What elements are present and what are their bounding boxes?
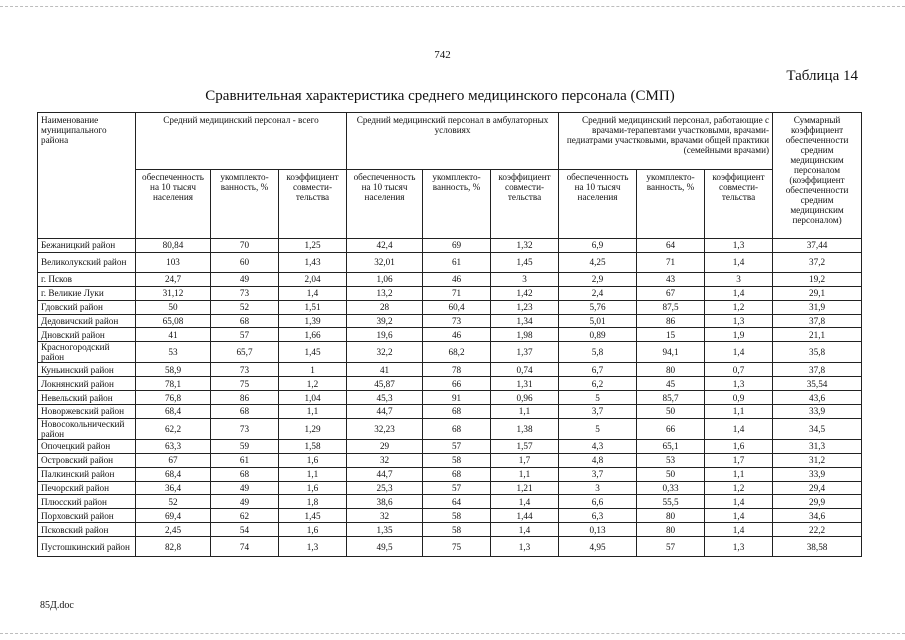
value-cell: 1,43 [279, 252, 347, 272]
value-cell: 73 [211, 418, 279, 439]
value-cell: 19,2 [773, 272, 862, 286]
district-cell: Красногородский район [38, 342, 136, 363]
district-cell: Бежаницкий район [38, 239, 136, 253]
value-cell: 44,7 [347, 467, 423, 481]
table-body [38, 239, 862, 557]
page-bottom-rule [0, 633, 905, 634]
value-cell: 38,58 [773, 537, 862, 557]
value-cell: 32 [347, 509, 423, 523]
value-cell: 73 [211, 363, 279, 377]
value-cell: 1,35 [347, 523, 423, 537]
value-cell: 1,7 [491, 453, 559, 467]
district-cell: Гдовский район [38, 300, 136, 314]
value-cell: 38,6 [347, 495, 423, 509]
group-header-outpatient: Средний медицинский персонал в амбулаторных условиях [347, 113, 559, 170]
value-cell: 0,89 [559, 328, 637, 342]
value-cell: 31,9 [773, 300, 862, 314]
value-cell: 1,25 [279, 239, 347, 253]
value-cell: 28 [347, 300, 423, 314]
value-cell: 5,76 [559, 300, 637, 314]
table-label: Таблица 14 [786, 68, 858, 84]
value-cell: 6,9 [559, 239, 637, 253]
subheader-provision: обеспеченность на 10 тысяч населения [347, 170, 423, 239]
value-cell: 64 [637, 239, 705, 253]
value-cell: 32 [347, 453, 423, 467]
value-cell: 29,9 [773, 495, 862, 509]
table-row [38, 272, 862, 286]
value-cell: 59 [211, 439, 279, 453]
page-number: 742 [434, 49, 451, 61]
value-cell: 41 [347, 363, 423, 377]
value-cell: 61 [423, 252, 491, 272]
value-cell: 1,3 [705, 314, 773, 328]
value-cell: 74 [211, 537, 279, 557]
value-cell: 57 [423, 481, 491, 495]
document-title: Сравнительная характеристика среднего медицинского персонала (СМП) [205, 88, 675, 104]
subheader-combination: коэффициент совмести-тельства [279, 170, 347, 239]
value-cell: 1,7 [705, 453, 773, 467]
value-cell: 25,3 [347, 481, 423, 495]
value-cell: 1,8 [279, 495, 347, 509]
value-cell: 62 [211, 509, 279, 523]
district-cell: Печорский район [38, 481, 136, 495]
value-cell: 37,2 [773, 252, 862, 272]
value-cell: 31,3 [773, 439, 862, 453]
value-cell: 37,8 [773, 363, 862, 377]
value-cell: 1,4 [705, 418, 773, 439]
value-cell: 1,32 [491, 239, 559, 253]
value-cell: 45,87 [347, 377, 423, 391]
value-cell: 63,3 [136, 439, 211, 453]
value-cell: 29 [347, 439, 423, 453]
district-cell: Дновский район [38, 328, 136, 342]
value-cell: 41 [136, 328, 211, 342]
value-cell: 71 [423, 286, 491, 300]
value-cell: 44,7 [347, 405, 423, 419]
table-row [38, 252, 862, 272]
value-cell: 1,04 [279, 391, 347, 405]
value-cell: 1,21 [491, 481, 559, 495]
value-cell: 0,13 [559, 523, 637, 537]
value-cell: 1,51 [279, 300, 347, 314]
table-row [38, 418, 862, 439]
value-cell: 3 [559, 481, 637, 495]
value-cell: 52 [136, 495, 211, 509]
district-cell: Великолукский район [38, 252, 136, 272]
value-cell: 58 [423, 523, 491, 537]
table-row [38, 481, 862, 495]
value-cell: 3,7 [559, 467, 637, 481]
value-cell: 31,2 [773, 453, 862, 467]
value-cell: 1,44 [491, 509, 559, 523]
value-cell: 1 [279, 363, 347, 377]
table-row [38, 300, 862, 314]
table-row [38, 363, 862, 377]
value-cell: 80 [637, 509, 705, 523]
value-cell: 0,96 [491, 391, 559, 405]
value-cell: 2,9 [559, 272, 637, 286]
value-cell: 1,37 [491, 342, 559, 363]
district-cell: Невельский район [38, 391, 136, 405]
value-cell: 1,29 [279, 418, 347, 439]
value-cell: 0,33 [637, 481, 705, 495]
table-row [38, 391, 862, 405]
value-cell: 43,6 [773, 391, 862, 405]
subheader-staffing: укомплекто-ванность, % [637, 170, 705, 239]
value-cell: 68,4 [136, 405, 211, 419]
value-cell: 1,57 [491, 439, 559, 453]
value-cell: 1,4 [705, 252, 773, 272]
value-cell: 35,8 [773, 342, 862, 363]
subheader-staffing: укомплекто-ванность, % [211, 170, 279, 239]
value-cell: 36,4 [136, 481, 211, 495]
value-cell: 57 [423, 439, 491, 453]
value-cell: 1,1 [491, 467, 559, 481]
value-cell: 4,25 [559, 252, 637, 272]
table-row [38, 286, 862, 300]
value-cell: 60 [211, 252, 279, 272]
value-cell: 103 [136, 252, 211, 272]
value-cell: 15 [637, 328, 705, 342]
value-cell: 1,3 [705, 537, 773, 557]
value-cell: 5 [559, 418, 637, 439]
subheader-provision: обеспеченность на 10 тысяч населения [559, 170, 637, 239]
value-cell: 68 [423, 405, 491, 419]
value-cell: 37,44 [773, 239, 862, 253]
value-cell: 1,4 [705, 286, 773, 300]
value-cell: 86 [637, 314, 705, 328]
value-cell: 29,4 [773, 481, 862, 495]
value-cell: 1,4 [491, 495, 559, 509]
table-row [38, 453, 862, 467]
value-cell: 32,23 [347, 418, 423, 439]
value-cell: 4,3 [559, 439, 637, 453]
district-header: Наименование муниципального района [38, 113, 136, 239]
value-cell: 70 [211, 239, 279, 253]
district-cell: Псковский район [38, 523, 136, 537]
value-cell: 0,74 [491, 363, 559, 377]
value-cell: 4,8 [559, 453, 637, 467]
value-cell: 58 [423, 509, 491, 523]
value-cell: 1,3 [491, 537, 559, 557]
value-cell: 1,38 [491, 418, 559, 439]
value-cell: 3 [705, 272, 773, 286]
value-cell: 1,4 [705, 523, 773, 537]
table-row [38, 328, 862, 342]
value-cell: 1,2 [705, 300, 773, 314]
value-cell: 1,1 [705, 467, 773, 481]
district-cell: Опочецкий район [38, 439, 136, 453]
value-cell: 5 [559, 391, 637, 405]
value-cell: 31,12 [136, 286, 211, 300]
value-cell: 68 [423, 418, 491, 439]
district-cell: Пустошкинский район [38, 537, 136, 557]
value-cell: 45 [637, 377, 705, 391]
value-cell: 1,23 [491, 300, 559, 314]
value-cell: 1,2 [279, 377, 347, 391]
value-cell: 43 [637, 272, 705, 286]
file-name: 85Д.doc [40, 600, 74, 611]
value-cell: 1,98 [491, 328, 559, 342]
table-row [38, 467, 862, 481]
value-cell: 0,7 [705, 363, 773, 377]
page-top-rule [0, 6, 905, 7]
district-cell: Плюсский район [38, 495, 136, 509]
value-cell: 1,4 [705, 342, 773, 363]
value-cell: 61 [211, 453, 279, 467]
value-cell: 68 [211, 405, 279, 419]
subheader-combination: коэффициент совмести-тельства [491, 170, 559, 239]
value-cell: 32,2 [347, 342, 423, 363]
district-cell: Локнянский район [38, 377, 136, 391]
value-cell: 19,6 [347, 328, 423, 342]
value-cell: 75 [423, 537, 491, 557]
value-cell: 68 [211, 467, 279, 481]
value-cell: 1,4 [705, 509, 773, 523]
value-cell: 42,4 [347, 239, 423, 253]
value-cell: 87,5 [637, 300, 705, 314]
district-cell: г. Псков [38, 272, 136, 286]
value-cell: 57 [211, 328, 279, 342]
value-cell: 1,9 [705, 328, 773, 342]
value-cell: 1,3 [705, 377, 773, 391]
value-cell: 3 [491, 272, 559, 286]
table-row [38, 495, 862, 509]
value-cell: 6,3 [559, 509, 637, 523]
value-cell: 33,9 [773, 467, 862, 481]
table-row [38, 342, 862, 363]
value-cell: 60,4 [423, 300, 491, 314]
value-cell: 1,31 [491, 377, 559, 391]
value-cell: 1,4 [705, 495, 773, 509]
value-cell: 49 [211, 495, 279, 509]
value-cell: 1,45 [279, 509, 347, 523]
value-cell: 58,9 [136, 363, 211, 377]
value-cell: 1,4 [491, 523, 559, 537]
district-cell: Островский район [38, 453, 136, 467]
value-cell: 5,01 [559, 314, 637, 328]
value-cell: 1,1 [705, 405, 773, 419]
value-cell: 1,45 [491, 252, 559, 272]
value-cell: 80 [637, 363, 705, 377]
value-cell: 29,1 [773, 286, 862, 300]
value-cell: 50 [637, 405, 705, 419]
value-cell: 46 [423, 272, 491, 286]
value-cell: 4,95 [559, 537, 637, 557]
value-cell: 80,84 [136, 239, 211, 253]
value-cell: 5,8 [559, 342, 637, 363]
value-cell: 57 [637, 537, 705, 557]
value-cell: 73 [211, 286, 279, 300]
table-row [38, 509, 862, 523]
value-cell: 49,5 [347, 537, 423, 557]
group-header-primary-care: Средний медицинский персонал, работающие с врачами-терапевтами участковыми, врачами-педиатрами участковыми, врачами общей практики (семейными врачами) [559, 113, 773, 170]
value-cell: 6,6 [559, 495, 637, 509]
staff-table [37, 112, 862, 557]
district-cell: Новоржевский район [38, 405, 136, 419]
value-cell: 1,6 [279, 481, 347, 495]
value-cell: 1,2 [705, 481, 773, 495]
value-cell: 34,5 [773, 418, 862, 439]
value-cell: 50 [637, 467, 705, 481]
value-cell: 32,01 [347, 252, 423, 272]
value-cell: 49 [211, 481, 279, 495]
value-cell: 34,6 [773, 509, 862, 523]
value-cell: 39,2 [347, 314, 423, 328]
value-cell: 1,42 [491, 286, 559, 300]
district-cell: г. Великие Луки [38, 286, 136, 300]
total-coefficient-header: Суммарный коэффициент обеспеченности средним медицинским персоналом (коэффициент обеспеченности средним медицинским персоналом) [773, 113, 862, 239]
district-cell: Палкинский район [38, 467, 136, 481]
value-cell: 0,9 [705, 391, 773, 405]
value-cell: 94,1 [637, 342, 705, 363]
value-cell: 53 [136, 342, 211, 363]
value-cell: 76,8 [136, 391, 211, 405]
value-cell: 68 [211, 314, 279, 328]
value-cell: 1,3 [705, 239, 773, 253]
value-cell: 85,7 [637, 391, 705, 405]
value-cell: 50 [136, 300, 211, 314]
value-cell: 2,04 [279, 272, 347, 286]
value-cell: 91 [423, 391, 491, 405]
value-cell: 49 [211, 272, 279, 286]
value-cell: 35,54 [773, 377, 862, 391]
value-cell: 62,2 [136, 418, 211, 439]
value-cell: 6,7 [559, 363, 637, 377]
value-cell: 54 [211, 523, 279, 537]
value-cell: 22,2 [773, 523, 862, 537]
value-cell: 1,6 [705, 439, 773, 453]
value-cell: 33,9 [773, 405, 862, 419]
value-cell: 1,6 [279, 523, 347, 537]
table-row [38, 314, 862, 328]
value-cell: 1,1 [491, 405, 559, 419]
subheader-combination: коэффициент совмести-тельства [705, 170, 773, 239]
table-row [38, 405, 862, 419]
value-cell: 2,4 [559, 286, 637, 300]
value-cell: 67 [136, 453, 211, 467]
value-cell: 45,3 [347, 391, 423, 405]
value-cell: 1,66 [279, 328, 347, 342]
value-cell: 75 [211, 377, 279, 391]
district-cell: Дедовичский район [38, 314, 136, 328]
value-cell: 68,2 [423, 342, 491, 363]
district-cell: Новосокольнический район [38, 418, 136, 439]
value-cell: 65,1 [637, 439, 705, 453]
value-cell: 1,34 [491, 314, 559, 328]
value-cell: 21,1 [773, 328, 862, 342]
value-cell: 13,2 [347, 286, 423, 300]
value-cell: 2,45 [136, 523, 211, 537]
value-cell: 46 [423, 328, 491, 342]
value-cell: 68,4 [136, 467, 211, 481]
subheader-provision: обеспеченность на 10 тысяч населения [136, 170, 211, 239]
value-cell: 1,45 [279, 342, 347, 363]
value-cell: 66 [637, 418, 705, 439]
value-cell: 69 [423, 239, 491, 253]
table-row [38, 523, 862, 537]
table-row [38, 439, 862, 453]
value-cell: 1,6 [279, 453, 347, 467]
value-cell: 1,58 [279, 439, 347, 453]
value-cell: 65,7 [211, 342, 279, 363]
value-cell: 80 [637, 523, 705, 537]
value-cell: 64 [423, 495, 491, 509]
value-cell: 69,4 [136, 509, 211, 523]
value-cell: 78 [423, 363, 491, 377]
value-cell: 71 [637, 252, 705, 272]
value-cell: 73 [423, 314, 491, 328]
value-cell: 24,7 [136, 272, 211, 286]
value-cell: 1,3 [279, 537, 347, 557]
district-cell: Порховский район [38, 509, 136, 523]
value-cell: 1,39 [279, 314, 347, 328]
subheader-staffing: укомплекто-ванность, % [423, 170, 491, 239]
value-cell: 78,1 [136, 377, 211, 391]
value-cell: 67 [637, 286, 705, 300]
table-row [38, 239, 862, 253]
value-cell: 65,08 [136, 314, 211, 328]
value-cell: 1,1 [279, 405, 347, 419]
value-cell: 1,06 [347, 272, 423, 286]
value-cell: 68 [423, 467, 491, 481]
value-cell: 3,7 [559, 405, 637, 419]
value-cell: 6,2 [559, 377, 637, 391]
table-row [38, 377, 862, 391]
value-cell: 86 [211, 391, 279, 405]
table-row [38, 537, 862, 557]
district-cell: Куньинский район [38, 363, 136, 377]
value-cell: 1,4 [279, 286, 347, 300]
value-cell: 52 [211, 300, 279, 314]
value-cell: 66 [423, 377, 491, 391]
value-cell: 1,1 [279, 467, 347, 481]
value-cell: 37,8 [773, 314, 862, 328]
value-cell: 82,8 [136, 537, 211, 557]
group-header-total: Средний медицинский персонал - всего [136, 113, 347, 170]
value-cell: 53 [637, 453, 705, 467]
value-cell: 58 [423, 453, 491, 467]
value-cell: 55,5 [637, 495, 705, 509]
